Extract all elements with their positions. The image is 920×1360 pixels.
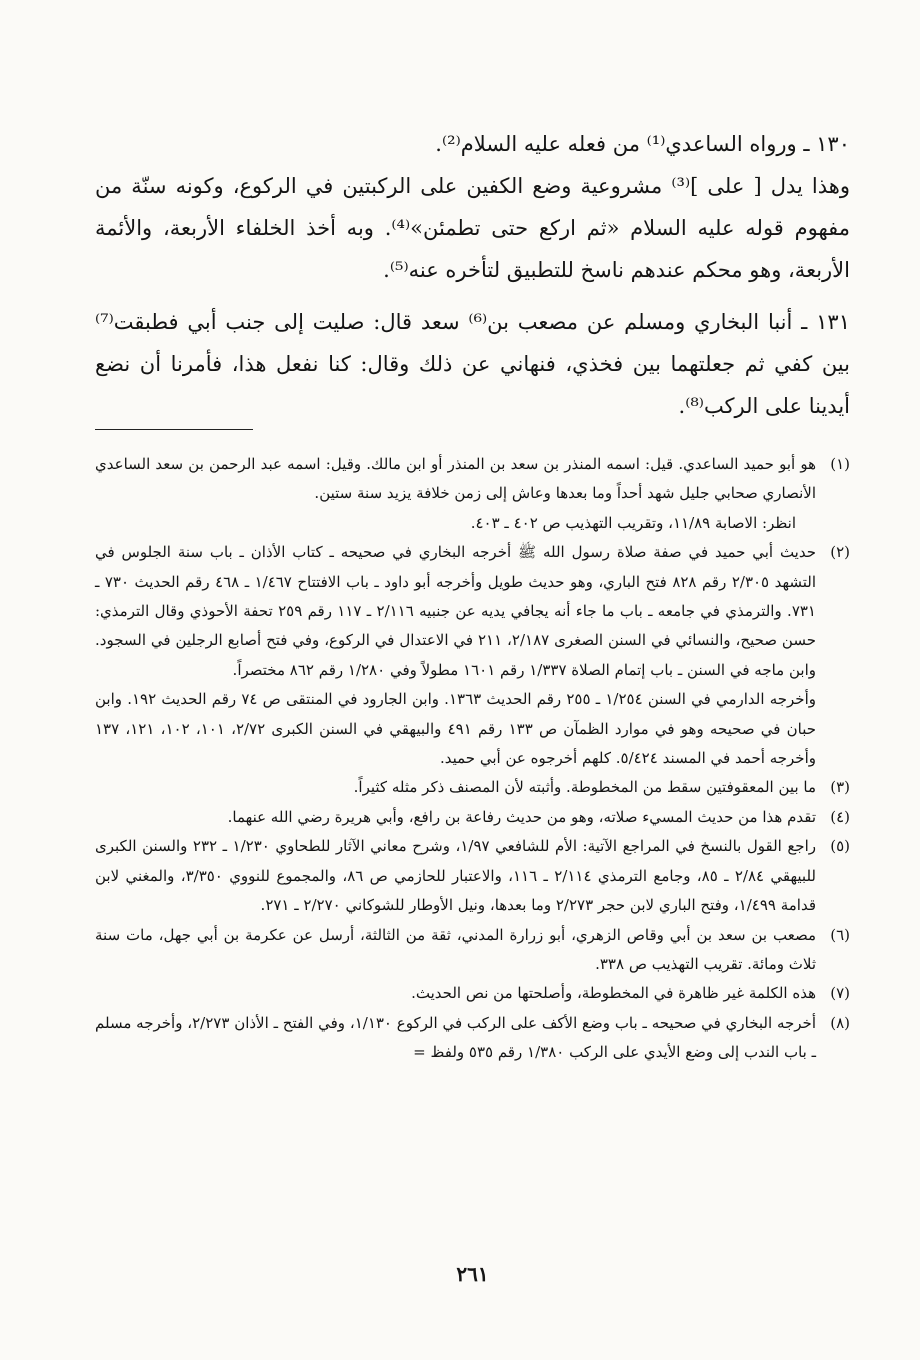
footnote-number: (٣) bbox=[830, 778, 850, 797]
footnote-text: أخرجه البخاري في صحيحه ـ باب وضع الأكف على الركب في الركوع ١/١٣٠، وفي الفتح ـ الأذان ٢/٢٧٣، وأخرجه مسلم ـ باب الندب إلى وضع الأيدي على الركب ١/٣٨٠ رقم ٥٣٥ ولفظ = bbox=[95, 1013, 816, 1062]
commentary-paragraph: وهذا يدل [ على ]⁽³⁾ مشروعية وضع الكفين على الركبتين في الركوع، وكونه سنّة من مفهوم قوله عليه السلام «ثم اركع حتى تطمئن»⁽⁴⁾. وبه أخذ الخلفاء الأربعة، والأئمة الأربعة، وهو محكم عندهم ناسخ للتطبيق لتأخره عنه⁽⁵⁾. bbox=[95, 174, 850, 282]
footnote-text: راجع القول بالنسخ في المراجع الآتية: الأم للشافعي ١/٩٧، وشرح معاني الآثار للطحاوي ١/٢٣٠ ـ ٢٣٢ والسنن الكبرى للبيهقي ٢/٨٤ ـ ٨٥، وجامع الترمذي ٢/١١٤ ـ ١١٦، والاعتبار للحازمي ص ٨٦، والمجموع للنووي ٣/٣٥٠، والمغني لابن قدامة ١/٤٩٩، وفتح الباري لابن حجر ٢/٢٧٣ وما بعدها، ونيل الأوطار للشوكاني ٢/٢٧٠ ـ ٢٧١. bbox=[95, 837, 816, 915]
main-text bbox=[95, 123, 850, 427]
footnote-number: (١) bbox=[830, 455, 850, 473]
book-page bbox=[95, 0, 850, 1360]
hadith-131: ١٣١ ـ أنبا البخاري ومسلم عن مصعب بن⁽⁶⁾ سعد قال: صليت إلى جنب أبي فطبقت⁽⁷⁾ بين كفي ثم جعلتهما بين فخذي، فنهاني عن ذلك وقال: كنا نفعل هذا، فأمرنا أن نضع أيدينا على الركب⁽⁸⁾. bbox=[95, 310, 850, 418]
footnote-number: (٥) bbox=[830, 837, 850, 856]
footnotes bbox=[95, 450, 850, 1068]
page-number: ٢٦١ bbox=[456, 1262, 489, 1286]
footnote-number: (٦) bbox=[830, 925, 850, 944]
footnote-number: (٤) bbox=[830, 807, 850, 826]
footnote-text: حديث أبي حميد في صفة صلاة رسول الله ﷺ أخرجه البخاري في صحيحه ـ كتاب الأذان ـ باب سنة الجلوس في التشهد ٢/٣٠٥ رقم ٨٢٨ فتح الباري، وهو حديث طويل وأخرجه أبو داود ـ باب الافتتاح ١/٤٦٧ ـ ٤٦٨ رقم الحديث ٧٣٠ ـ ٧٣١. والترمذي في جامعه ـ باب ما جاء أنه يجافي يديه عن جنبيه ٢/١١٦ ـ ١١٧ رقم ٢٥٩ تحفة الأحوذي وقال الترمذي: حسن صحيح، والنسائي في السنن الصغرى ٢/١٨٧، ٢١١ في الاعتدال في الركوع، وفي فتح أصابع الرجلين في السجود. وابن ماجه في السنن ـ باب إتمام الصلاة ١/٣٣٧ رقم ١٦٠١ مطولاً وفي ١/٢٨٠ رقم ٨٦٢ مختصراً. bbox=[95, 543, 817, 679]
footnote-number: (٧) bbox=[830, 984, 850, 1003]
footnote bbox=[95, 979, 850, 1008]
footnote-number: (٢) bbox=[830, 543, 850, 562]
footnote-text: ما بين المعقوفتين سقط من المخطوطة. وأثبته لأن المصنف ذكر مثله كثيراً. bbox=[353, 778, 816, 797]
footnote bbox=[95, 685, 850, 773]
footnote bbox=[95, 509, 850, 538]
footnote-text: هذه الكلمة غير ظاهرة في المخطوطة، وأصلحتها من نص الحديث. bbox=[411, 984, 816, 1003]
footnote bbox=[95, 1009, 850, 1068]
footnote bbox=[95, 832, 850, 920]
footnote-text: انظر: الاصابة ١١/٨٩، وتقريب التهذيب ص ٤٠٢ ـ ٤٠٣. bbox=[470, 513, 796, 532]
footnote bbox=[95, 921, 850, 980]
footnote bbox=[95, 803, 850, 832]
footnote-separator bbox=[95, 429, 253, 430]
footnote bbox=[95, 773, 850, 802]
footnote-text: وأخرجه الدارمي في السنن ١/٢٥٤ ـ ٢٥٥ رقم الحديث ١٣٦٣. وابن الجارود في المنتقى ص ٧٤ رقم الحديث ١٩٢. وابن حبان في صحيحه وهو في موارد الظمآن ص ١٣٣ رقم ٤٩١ والبيهقي في السنن الكبرى ٢/٧٢، ١٠١، ١٠٢، ١٢١، ١٣٧ وأخرجه أحمد في المسند ٥/٤٢٤. كلهم أخرجوه عن أبي حميد. bbox=[95, 690, 817, 768]
footnote-number: (٨) bbox=[830, 1013, 850, 1032]
footnote-text: مصعب بن سعد بن أبي وقاص الزهري، أبو زرارة المدني، ثقة من الثالثة، أرسل عن عكرمة بن أبي جهل، مات سنة ثلاث ومائة. تقريب التهذيب ص ٣٣٨. bbox=[95, 925, 816, 973]
hadith-130: ١٣٠ ـ ورواه الساعدي⁽¹⁾ من فعله عليه السلام⁽²⁾. bbox=[435, 132, 850, 156]
footnote bbox=[95, 538, 850, 685]
footnote-text: تقدم هذا من حديث المسيء صلاته، وهو من حديث رفاعة بن رافع، وأبي هريرة رضي الله عنهما. bbox=[227, 807, 816, 826]
footnote-text: هو أبو حميد الساعدي. قيل: اسمه المنذر بن سعد بن المنذر أو ابن مالك. وقيل: اسمه عبد الرحمن بن سعد الساعدي الأنصاري صحابي جليل شهد أحداً وما بعدها وعاش إلى زمن خلافة يزيد سنة ستين. bbox=[95, 455, 816, 503]
footnote bbox=[95, 450, 850, 509]
